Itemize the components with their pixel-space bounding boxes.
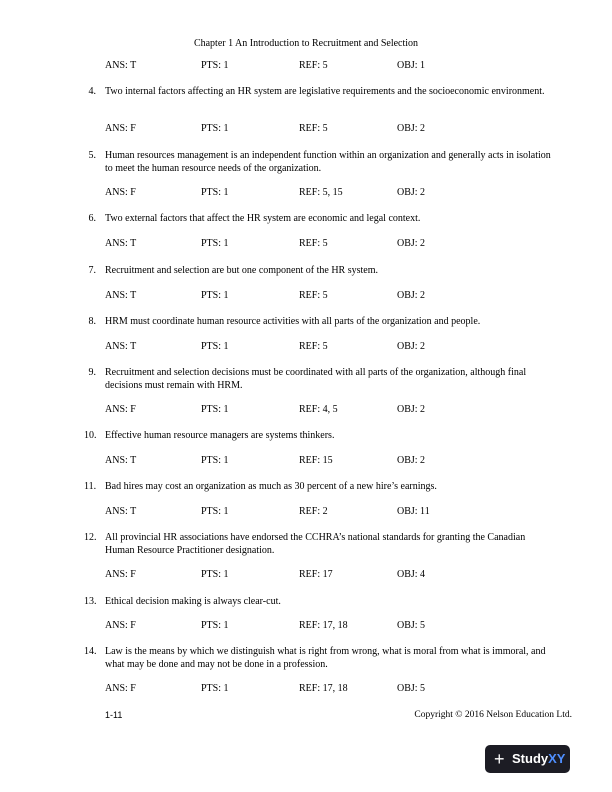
answer-row [105,123,565,135]
answer-key: ANS: F [105,620,136,631]
answer-row [105,506,565,518]
question-text: Law is the means by which we distinguish what is right from wrong, what is moral from what is immoral, and what may be done and may not be done in a profession. [105,646,546,670]
question-text: Two internal factors affecting an HR system are legislative requirements and the socioeconomic environment. [105,86,545,97]
points: PTS: 1 [201,620,229,631]
points: PTS: 1 [201,683,229,694]
points: PTS: 1 [201,60,229,71]
points: PTS: 1 [201,455,229,466]
answer-key: ANS: T [105,341,137,352]
copyright-notice: Copyright © 2016 Nelson Education Ltd. [414,710,572,720]
reference: REF: 2 [299,506,328,517]
brand-text [512,745,565,773]
question-text: HRM must coordinate human resource activities with all parts of the organization and people. [105,316,481,327]
question-number: 5. [88,150,96,161]
answer-key: ANS: T [105,455,137,466]
question-text: Two external factors that affect the HR system are economic and legal context. [105,213,421,224]
studyxy-badge[interactable] [485,745,570,773]
question-number: 14. [84,646,97,657]
reference: REF: 5 [299,123,328,134]
answer-row [105,455,565,467]
reference: REF: 17, 18 [299,620,348,631]
reference: REF: 5 [299,290,328,301]
answer-key: ANS: T [105,238,137,249]
answer-key: ANS: T [105,290,137,301]
objective: OBJ: 5 [397,620,426,631]
answer-key: ANS: F [105,404,136,415]
brand-part-a: Study [512,751,549,766]
question-number: 11. [84,481,97,492]
reference: REF: 17 [299,569,333,580]
reference: REF: 4, 5 [299,404,338,415]
answer-key: ANS: T [105,60,137,71]
answer-row [105,404,565,416]
question-text: Bad hires may cost an organization as much as 30 percent of a new hire’s earnings. [105,481,437,492]
brand-part-b: XY [548,751,566,766]
reference: REF: 5, 15 [299,187,343,198]
objective: OBJ: 2 [397,341,426,352]
points: PTS: 1 [201,290,229,301]
page-header: Chapter 1 An Introduction to Recruitment and Selection [193,38,419,49]
question-number: 10. [84,430,97,441]
reference: REF: 5 [299,341,328,352]
question-number: 12. [84,532,97,543]
question-number: 7. [88,265,96,276]
objective: OBJ: 2 [397,290,426,301]
objective: OBJ: 2 [397,455,426,466]
objective: OBJ: 5 [397,683,426,694]
answer-key: ANS: F [105,123,136,134]
answer-row [105,569,565,581]
question-text: All provincial HR associations have endorsed the CCHRA’s national standards for granting the Canadian Human Resource Practitioner designation. [105,532,526,556]
answer-row [105,60,565,72]
points: PTS: 1 [201,341,229,352]
question-text: Recruitment and selection are but one component of the HR system. [105,265,378,276]
question-number: 6. [88,213,96,224]
question-text: Effective human resource managers are systems thinkers. [105,430,335,441]
question-number: 13. [84,596,97,607]
reference: REF: 5 [299,238,328,249]
question-number: 4. [88,86,96,97]
question-number: 9. [88,367,96,378]
objective: OBJ: 1 [397,60,426,71]
points: PTS: 1 [201,404,229,415]
question-text: Recruitment and selection decisions must be coordinated with all parts of the organization, although final decisions must remain with HRM. [105,367,527,391]
answer-key: ANS: F [105,569,136,580]
points: PTS: 1 [201,506,229,517]
objective: OBJ: 11 [397,506,430,517]
question-text: Human resources management is an independent function within an organization and generally acts in isolation to meet the human resource needs of the organization. [105,150,551,174]
reference: REF: 5 [299,60,328,71]
points: PTS: 1 [201,187,229,198]
answer-key: ANS: F [105,683,136,694]
plus-icon: + [494,749,505,769]
reference: REF: 15 [299,455,333,466]
points: PTS: 1 [201,569,229,580]
answer-key: ANS: T [105,506,137,517]
answer-row [105,290,565,302]
answer-row [105,187,565,199]
question-text: Ethical decision making is always clear-cut. [105,596,281,607]
answer-row [105,620,565,632]
question-number: 8. [88,316,96,327]
points: PTS: 1 [201,123,229,134]
objective: OBJ: 2 [397,187,426,198]
objective: OBJ: 2 [397,404,426,415]
answer-row [105,341,565,353]
answer-row [105,683,565,695]
answer-row [105,238,565,250]
objective: OBJ: 2 [397,123,426,134]
page-number: 1-11 [105,710,123,720]
objective: OBJ: 4 [397,569,426,580]
objective: OBJ: 2 [397,238,426,249]
answer-key: ANS: F [105,187,136,198]
reference: REF: 17, 18 [299,683,348,694]
points: PTS: 1 [201,238,229,249]
